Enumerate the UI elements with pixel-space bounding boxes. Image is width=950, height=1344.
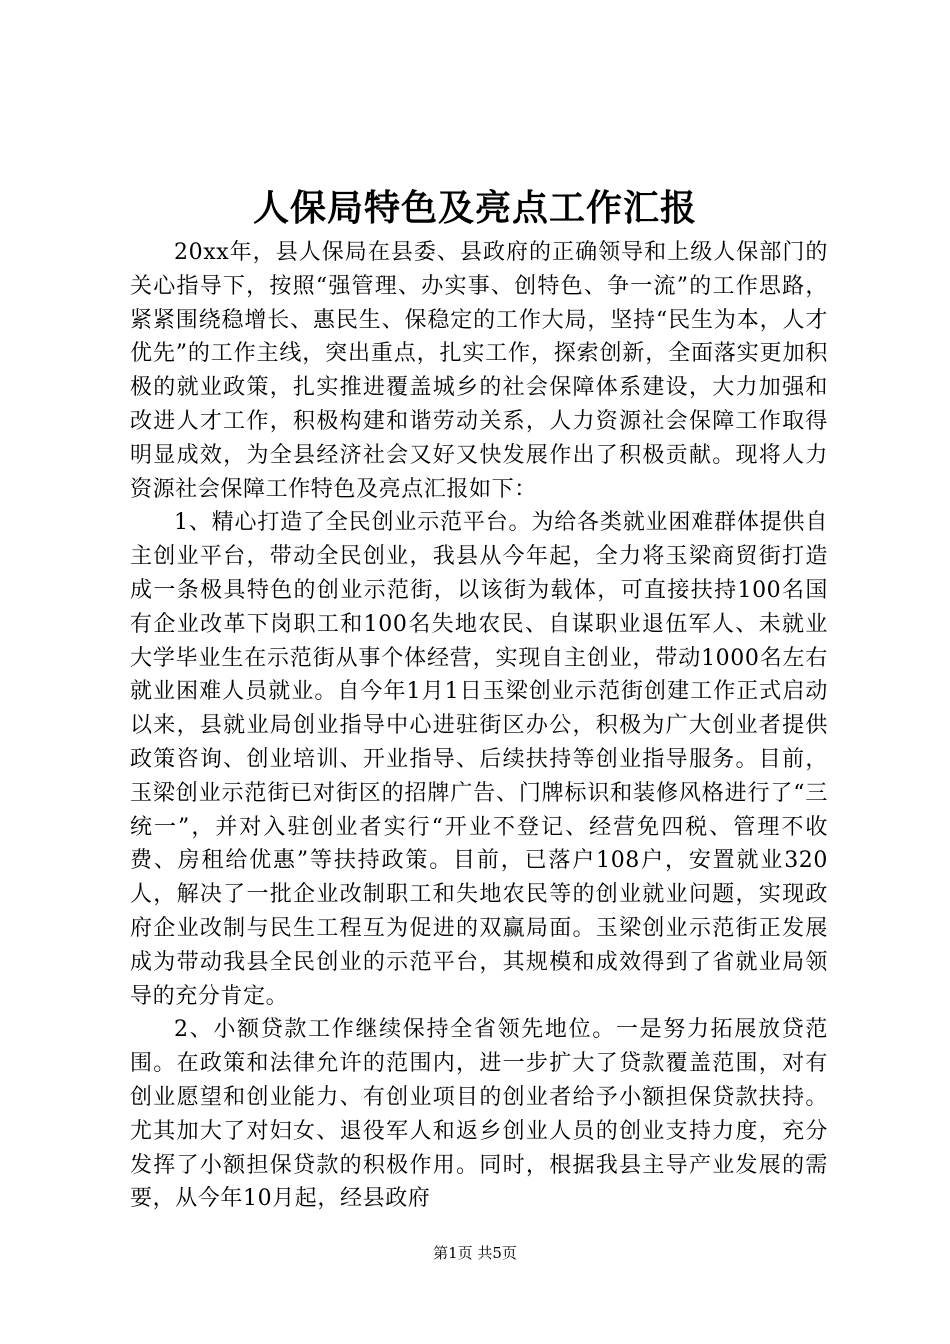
- document-title: 人保局特色及亮点工作汇报: [252, 187, 697, 229]
- paragraph-item-1: 1、精心打造了全民创业示范平台。为给各类就业困难群体提供自主创业平台，带动全民创业，我县从今年起，全力将玉梁商贸街打造成一条极具特色的创业示范街，以该街为载体，可直接扶持100名国有企业改革下岗职工和100名失地农民、自谋职业退伍军人、未就业大学毕业生在示范街从事个体经营，实现自主创业，带动1000名左右就业困难人员就业。自今年1月1日玉梁创业示范街创建工作正式启动以来，县就业局创业指导中心进驻街区办公，积极为广大创业者提供政策咨询、创业培训、开业指导、后续扶持等创业指导服务。目前，玉梁创业示范街已对街区的招牌广告、门牌标识和装修风格进行了“三统一”，并对入驻创业者实行“开业不登记、经营免四税、管理不收费、房租给优惠”等扶持政策。目前，已落户108户，安置就业320人，解决了一批企业改制职工和失地农民等的创业就业问题，实现政府企业改制与民生工程互为促进的双赢局面。玉梁创业示范街正发展成为带动我县全民创业的示范平台，其规模和成效得到了省就业局领导的充分肯定。: [130, 510, 828, 1009]
- paragraph-intro: 20xx年，县人保局在县委、县政府的正确领导和上级人保部门的关心指导下，按照“强管理、办实事、创特色、争一流”的工作思路，紧紧围绕稳增长、惠民生、保稳定的工作大局，坚持“民生为本，人才优先”的工作主线，突出重点，扎实工作，探索创新，全面落实更加积极的就业政策，扎实推进覆盖城乡的社会保障体系建设，大力加强和改进人才工作，积极构建和谐劳动关系，人力资源社会保障工作取得明显成效，为全县经济社会又好又快发展作出了积极贡献。现将人力资源社会保障工作特色及亮点汇报如下：: [130, 240, 828, 502]
- document-body: [130, 236, 828, 1216]
- paragraph-item-2: 2、小额贷款工作继续保持全省领先地位。一是努力拓展放贷范围。在政策和法律允许的范围内，进一步扩大了贷款覆盖范围，对有创业愿望和创业能力、有创业项目的创业者给予小额担保贷款扶持。尤其加大了对妇女、退役军人和返乡创业人员的创业支持力度，充分发挥了小额担保贷款的积极作用。同时，根据我县主导产业发展的需要，从今年10月起，经县政府: [130, 1017, 828, 1212]
- page-footer: 第1页 共5页: [433, 1244, 517, 1262]
